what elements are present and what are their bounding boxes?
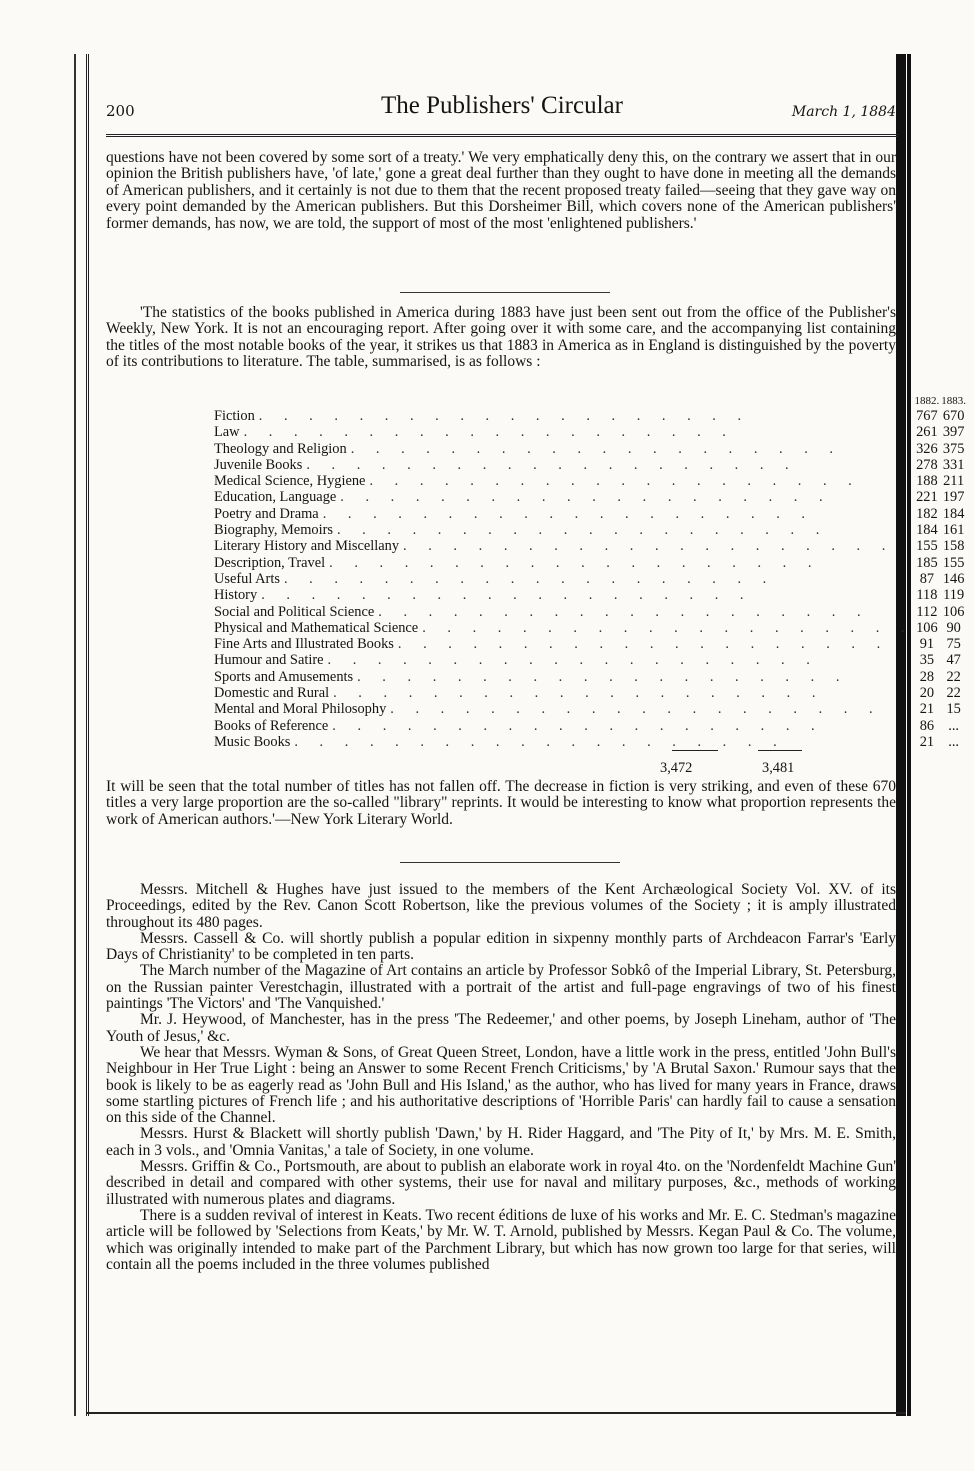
- stats-outro-paragraph: [106, 779, 896, 828]
- value-1882: 155: [916, 538, 938, 555]
- leader-dots: . . . . . . . . . . . . . . . . . . . .: [329, 554, 821, 571]
- news-item: Messrs. Cassell & Co. will shortly publish a popular edition in sixpenny monthly parts of Archdeacon Farrar's 'Early Days of Christianity' to be completed in ten parts.: [106, 929, 896, 964]
- category-cell: [214, 555, 914, 571]
- value-1882: 20: [919, 685, 935, 702]
- table-row: [214, 457, 967, 473]
- total-rule-1883: [758, 750, 802, 751]
- leader-dots: . . . . . . . . . . . . . . . . . . . .: [340, 489, 832, 506]
- news-item: The March number of the Magazine of Art contains an article by Professor Sobkô of the Imperial Library, St. Petersburg, on the Russian painter Verestchagin, illustrated with a portrait of the artist and full-page engravings of two of his finest paintings 'The Victors' and 'The Vanquished.': [106, 962, 896, 1013]
- leader-dots: . . . . . . . . . . . . . . . . . . . .: [243, 424, 735, 441]
- leader-dots: . . . . . . . . . . . . . . . . . . . .: [306, 456, 798, 473]
- table-row: [214, 424, 967, 440]
- value-1883: 158: [942, 538, 965, 555]
- category-label: Juvenile Books: [214, 457, 306, 473]
- intro-text: questions have not been covered by some sort of a treaty.' We very emphatically deny this, on the contrary we assert that in our opinion the British publishers have, 'of late,' gone a great deal further than they ought to have done in meeting all the demands of American publishers, and it certainly is not due to them that the recent proposed treaty failed—seeing that they gave way on every point demanded by the American publishers. But this Dorsheimer Bill, which covers none of the American publishers' former demands, has now, we are told, the support of most of the most 'enlightened publishers.': [106, 149, 896, 232]
- table-row: [214, 701, 967, 717]
- value-1882: 221: [916, 489, 938, 506]
- page-header: [106, 90, 898, 130]
- category-cell: [214, 408, 914, 424]
- leader-dots: . . . . . . . . . . . . . . . . . . . .: [258, 408, 751, 424]
- news-item: There is a sudden revival of interest in Keats. Two recent éditions de luxe of his works and Mr. E. C. Stedman's magazine article will be followed by 'Selections from Keats,' by Mr. W. T. Arnold, published by Messrs. Kegan Paul & Co. The volume, which was originally intended to make part of the Parchment Library, but which has now grown too large for that series, will contain all the poems included in the three volumes published: [106, 1206, 896, 1273]
- news-item: Messrs. Griffin & Co., Portsmouth, are about to publish an elaborate work in royal 4to. on the 'Nordenfeldt Machine Gun' described in detail and compared with other systems, their use for naval and military purposes, &c., methods of working illustrated with numerous plates and diagrams.: [106, 1158, 896, 1208]
- header-rule: [106, 134, 898, 137]
- category-label: Biography, Memoirs: [214, 522, 337, 538]
- value-1883: ...: [948, 717, 960, 734]
- category-cell: [214, 506, 914, 522]
- leader-dots: . . . . . . . . . . . . . . . . . . . .: [350, 440, 843, 457]
- category-cell: [214, 734, 914, 750]
- category-label: Humour and Satire: [214, 652, 328, 668]
- total-1883: 3,481: [762, 760, 795, 776]
- news-item: Messrs. Hurst & Blackett will shortly publish 'Dawn,' by H. Rider Haggard, and 'The Pity of It,' by Mrs. M. E. Smith, each in 3 vols., and 'Omnia Vanitas,' a tale of Society, in one volume.: [106, 1125, 896, 1159]
- leader-dots: . . . . . . . . . . . . . . . . . . . .: [397, 636, 890, 653]
- value-1883: 106: [942, 603, 965, 620]
- leader-dots: . . . . . . . . . . . . . . . . . . . .: [403, 538, 895, 555]
- category-label: Literary History and Miscellany: [214, 538, 403, 554]
- col-1883-header: 1883.: [941, 395, 967, 407]
- value-1883: 75: [946, 636, 961, 653]
- category-label: Description, Travel: [214, 555, 329, 571]
- page-number: 200: [106, 102, 135, 120]
- news-item: Mr. J. Heywood, of Manchester, has in the press 'The Redeemer,' and other poems, by Joseph Lineham, author of 'The Youth of Jesus,' &c.: [106, 1011, 896, 1045]
- leader-dots: . . . . . . . . . . . . . . . . . . . .: [390, 701, 882, 718]
- value-1883: 197: [942, 489, 965, 506]
- table-row: [214, 538, 967, 554]
- leader-dots: . . . . . . . . . . . . . . . . . . . .: [322, 505, 815, 522]
- leader-dots: . . . . . . . . . . . . . . . . . . . .: [327, 652, 819, 669]
- section-divider: [400, 292, 610, 293]
- intro-paragraph: [106, 150, 896, 232]
- category-label: Education, Language: [214, 489, 340, 505]
- value-1882: 185: [916, 554, 938, 571]
- table-row: [214, 441, 967, 457]
- value-1883: ...: [948, 733, 960, 750]
- category-cell: [214, 636, 914, 652]
- value-1882: 261: [916, 424, 938, 441]
- news-item: We hear that Messrs. Wyman & Sons, of Great Queen Street, London, have a little work in the press, entitled 'John Bull's Neighbour in Her True Light : being an Answer to some Recent French Criticisms,' by 'A Brutal Saxon.' Rumour says that the book is likely to be as eagerly read as 'John Bull and His Island,' as the author, who has lived for many years in France, draws some startling pictures of French life ; and his authoritative descriptions of 'Horrible Paris' can hardly fail to cause a sensation on this side of the Channel.: [106, 1043, 896, 1127]
- stats-intro-text: 'The statistics of the books published in America during 1883 have just been sent out from the office of the Publisher's Weekly, New York. It is not an encouraging report. After going over it with some care, and the accompanying list containing the titles of the most notable books of the year, it strikes us that 1883 in America as in England is distinguished by the poverty of its contributions to literature. The table, summarised, is as follows :: [106, 304, 896, 371]
- value-1883: 375: [942, 440, 965, 457]
- value-1883: 22: [946, 685, 961, 702]
- value-1882: 118: [916, 587, 938, 604]
- category-cell: [214, 587, 914, 603]
- category-label: Medical Science, Hygiene: [214, 473, 369, 489]
- category-cell: [214, 620, 914, 636]
- category-label: Books of Reference: [214, 718, 332, 734]
- value-1882: 87: [919, 570, 935, 587]
- value-1883: 397: [942, 424, 965, 441]
- value-1882: 28: [919, 668, 935, 685]
- table-row: [214, 506, 967, 522]
- category-label: Theology and Religion: [214, 441, 351, 457]
- value-1883: 184: [942, 505, 965, 522]
- leader-dots: . . . . . . . . . . . . . . . . . . . .: [336, 522, 829, 539]
- table-row: [214, 571, 967, 587]
- category-label: Music Books: [214, 734, 294, 750]
- news-items: [106, 882, 896, 1273]
- category-label: Mental and Moral Philosophy: [214, 701, 390, 717]
- value-1882: 35: [919, 652, 935, 669]
- value-1882: 91: [919, 636, 935, 653]
- statistics-table: [214, 394, 967, 750]
- leader-dots: . . . . . . . . . . . . . . . . . . . .: [294, 733, 786, 750]
- value-1882: 106: [916, 619, 938, 636]
- section-divider: [400, 862, 620, 863]
- table-row: [214, 652, 967, 668]
- table-row: [214, 685, 967, 701]
- total-1882: 3,472: [660, 760, 693, 776]
- value-1883: 22: [946, 668, 961, 685]
- stats-outro-text: It will be seen that the total number of titles has not fallen off. The decrease in fiction is very striking, and even of these 670 titles a very large proportion are the so-called "library" reprints. It would be interesting to know what proportion represents the work of American authors.'—New York Literary World.: [106, 778, 896, 828]
- issue-date: March 1, 1884: [791, 104, 896, 120]
- category-label: History: [214, 587, 261, 603]
- total-rule-1882: [672, 750, 718, 751]
- category-label: Useful Arts: [214, 571, 284, 587]
- table-row: [214, 489, 967, 505]
- table-row: [214, 408, 967, 424]
- category-label: Social and Political Science: [214, 604, 378, 620]
- value-1882: 184: [916, 522, 938, 539]
- table-row: [214, 636, 967, 652]
- category-cell: [214, 457, 914, 473]
- category-label: Physical and Mathematical Science: [214, 620, 422, 636]
- table-row: [214, 522, 967, 538]
- value-1883: 211: [943, 473, 965, 490]
- table-row: [214, 669, 967, 685]
- category-label: Fiction: [214, 408, 259, 424]
- value-1882: 112: [916, 603, 938, 620]
- category-cell: [214, 701, 914, 717]
- table-row: [214, 604, 967, 620]
- value-1882: 182: [916, 505, 938, 522]
- category-label: Domestic and Rural: [214, 685, 333, 701]
- category-cell: [214, 522, 914, 538]
- value-1883: 670: [942, 408, 965, 424]
- table-header-row: [214, 394, 967, 408]
- binding-edge-left: [74, 54, 82, 1416]
- table-row: [214, 734, 967, 750]
- table-row: [214, 587, 967, 603]
- page-bottom-rule: [86, 1412, 906, 1414]
- value-1882: 86: [919, 717, 935, 734]
- category-cell: [214, 441, 914, 457]
- leader-dots: . . . . . . . . . . . . . . . . . . . .: [357, 668, 849, 685]
- category-cell: [214, 652, 914, 668]
- stats-intro-paragraph: [106, 305, 896, 371]
- value-1882: 326: [916, 440, 938, 457]
- value-1883: 146: [942, 570, 965, 587]
- table-row: [214, 555, 967, 571]
- value-1882: 278: [916, 456, 938, 473]
- value-1883: 155: [942, 554, 965, 571]
- category-cell: [214, 669, 914, 685]
- category-cell: [214, 571, 914, 587]
- col-1882-header: 1882.: [914, 395, 940, 407]
- leader-dots: . . . . . . . . . . . . . . . . . . . .: [369, 473, 861, 490]
- value-1882: 767: [916, 408, 938, 424]
- publication-title: The Publishers' Circular: [381, 92, 623, 119]
- category-label: Law: [214, 424, 244, 440]
- table-row: [214, 718, 967, 734]
- category-label: Sports and Amusements: [214, 669, 357, 685]
- leader-dots: . . . . . . . . . . . . . . . . . . . .: [332, 717, 824, 734]
- category-cell: [214, 538, 914, 554]
- value-1883: 15: [946, 701, 961, 718]
- leader-dots: . . . . . . . . . . . . . . . . . . . .: [283, 570, 776, 587]
- value-1883: 90: [946, 619, 961, 636]
- category-cell: [214, 489, 914, 505]
- value-1882: 188: [916, 473, 938, 490]
- category-cell: [214, 685, 914, 701]
- value-1882: 21: [919, 733, 935, 750]
- table-row: [214, 473, 967, 489]
- value-1883: 161: [942, 522, 965, 539]
- category-cell: [214, 718, 914, 734]
- value-1882: 21: [919, 701, 935, 718]
- leader-dots: . . . . . . . . . . . . . . . . . . . .: [261, 587, 753, 604]
- value-1883: 119: [943, 587, 965, 604]
- table-row: [214, 620, 967, 636]
- category-label: Fine Arts and Illustrated Books: [214, 636, 398, 652]
- news-item: Messrs. Mitchell & Hughes have just issued to the members of the Kent Archæological Society Vol. XV. of its Proceedings, edited by the Rev. Canon Scott Robertson, like the previous volumes of the Society ; it is amply illustrated throughout its 480 pages.: [106, 881, 896, 931]
- category-cell: [214, 473, 914, 489]
- value-1883: 331: [942, 456, 965, 473]
- category-cell: [214, 604, 914, 620]
- category-cell: [214, 424, 914, 440]
- leader-dots: . . . . . . . . . . . . . . . . . . . .: [378, 603, 870, 620]
- leader-dots: . . . . . . . . . . . . . . . . . . . .: [422, 619, 914, 636]
- value-1883: 47: [946, 652, 961, 669]
- category-label: Poetry and Drama: [214, 506, 323, 522]
- leader-dots: . . . . . . . . . . . . . . . . . . . .: [333, 685, 825, 702]
